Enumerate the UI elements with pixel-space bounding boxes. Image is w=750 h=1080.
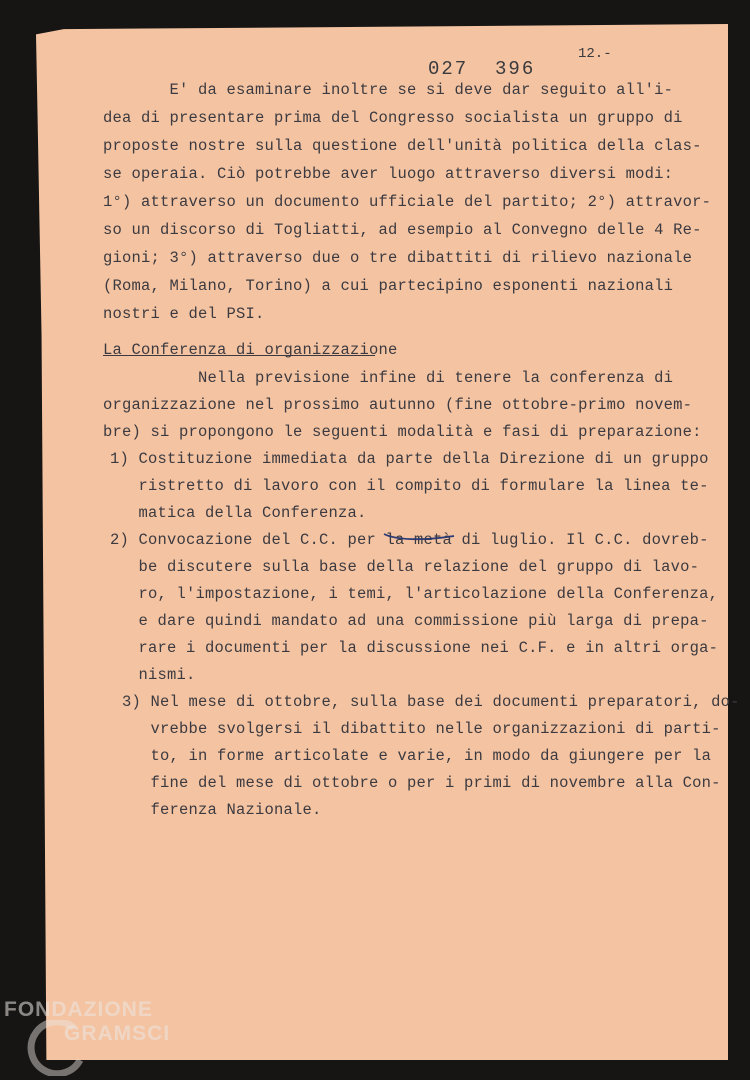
text-line: proposte nostre sulla questione dell'unità politica della clas-	[103, 137, 702, 155]
list-item-line: 2) Convocazione del C.C. per la metà di luglio. Il C.C. dovreb-	[110, 531, 709, 549]
text-line: (Roma, Milano, Torino) a cui partecipino esponenti nazionali	[103, 277, 674, 295]
section-heading: La Conferenza di organizzazione	[103, 341, 398, 359]
list-item-line: e dare quindi mandato ad una commissione più larga di prepa-	[110, 612, 709, 630]
list-item-line: fine del mese di ottobre o per i primi di novembre alla Con-	[122, 774, 721, 792]
list-item-line: ristretto di lavoro con il compito di formulare la linea te-	[110, 477, 709, 495]
heading-underline	[103, 355, 375, 357]
list-item-line: rare i documenti per la discussione nei C.F. e in altri orga-	[110, 639, 719, 657]
text-line: organizzazione nel prossimo autunno (fine ottobre-primo novem-	[103, 396, 693, 414]
list-item-line: 1) Costituzione immediata da parte della Direzione di un gruppo	[110, 450, 709, 468]
text-line: so un discorso di Togliatti, ad esempio al Convegno delle 4 Re-	[103, 221, 702, 239]
list-item-line: ro, l'impostazione, i temi, l'articolazione della Conferenza,	[110, 585, 719, 603]
watermark-line: GRAMSCI	[64, 1022, 171, 1045]
document-number: 027 396	[428, 58, 536, 80]
text-line: E' da esaminare inoltre se si deve dar seguito all'i-	[103, 81, 674, 99]
list-item-line: nismi.	[110, 666, 196, 684]
text-line: dea di presentare prima del Congresso socialista un gruppo di	[103, 109, 683, 127]
list-item-line: matica della Conferenza.	[110, 504, 367, 522]
ink-underline-mark	[382, 530, 458, 544]
text-line: gioni; 3°) attraverso due o tre dibattiti di rilievo nazionale	[103, 249, 693, 267]
list-item-line: 3) Nel mese di ottobre, sulla base dei documenti preparatori, do-	[122, 693, 740, 711]
text-line: nostri e del PSI.	[103, 305, 265, 323]
watermark-line: FONDAZIONE	[4, 998, 153, 1021]
text-line: Nella previsione infine di tenere la conferenza di	[103, 369, 674, 387]
watermark	[4, 998, 170, 1046]
page-number: 12.-	[578, 46, 612, 62]
text-line: se operaia. Ciò potrebbe aver luogo attraverso diversi modi:	[103, 165, 674, 183]
list-item-line: be discutere sulla base della relazione del gruppo di lavo-	[110, 558, 700, 576]
list-item-line: vrebbe svolgersi il dibattito nelle organizzazioni di parti-	[122, 720, 721, 738]
list-item-line: ferenza Nazionale.	[122, 801, 322, 819]
text-line: bre) si propongono le seguenti modalità e fasi di preparazione:	[103, 423, 702, 441]
list-item-line: to, in forme articolate e varie, in modo da giungere per la	[122, 747, 712, 765]
text-line: 1°) attraverso un documento ufficiale del partito; 2°) attravor-	[103, 193, 712, 211]
